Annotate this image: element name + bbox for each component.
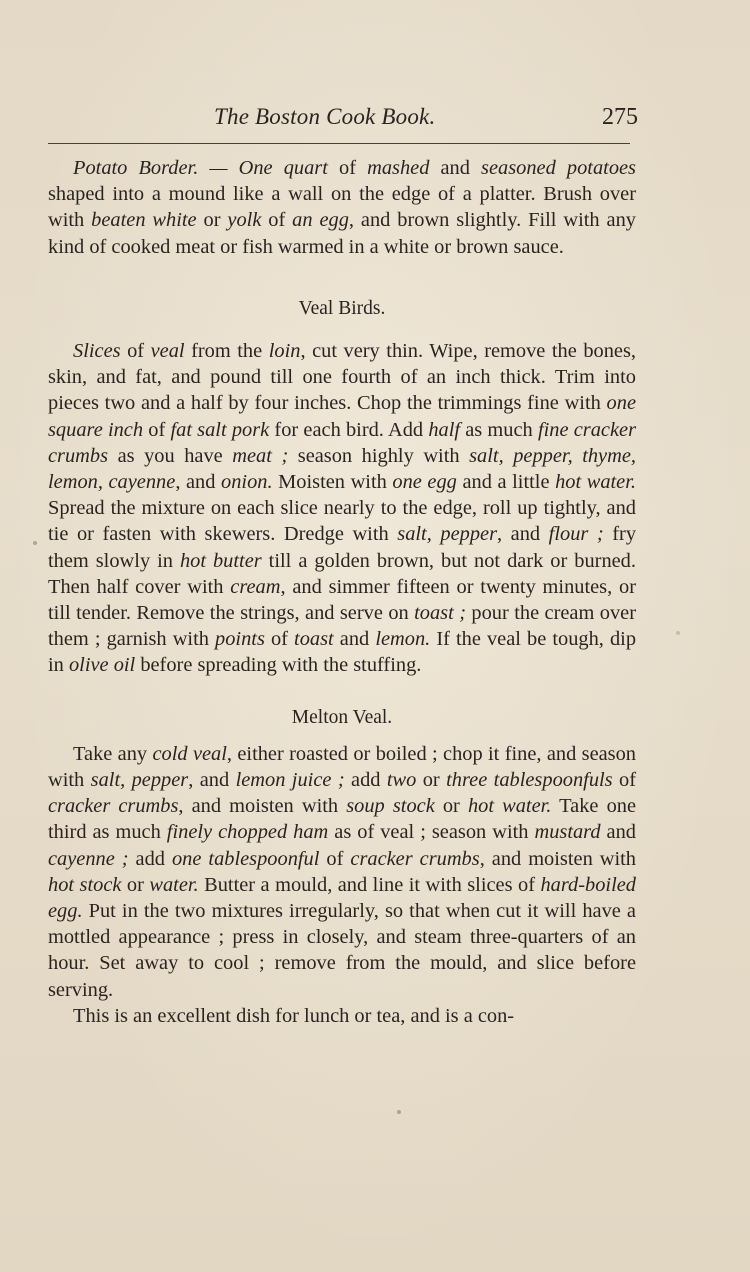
text-run: fry them slowly in [48,523,637,572]
text-run: and [429,157,482,179]
text-run: and [600,821,636,844]
text-run: Butter a mould, and line it with slices of [198,873,541,896]
italic-text-run: mustard [534,821,601,844]
italic-text-run: fine cracker crumbs [48,418,636,467]
page-number: 275 [602,104,638,130]
text-run: till a golden brown, but not dark or burned. Then half cover with [48,549,636,598]
text-run: pour the cream over them ; garnish with [48,602,636,651]
italic-text-run: two [386,769,417,792]
text-run: of [143,418,171,441]
italic-text-run: cayenne ; [48,847,129,870]
text-run: , cut very thin. Wipe, remove the bones, skin, and fat, and pound till one fourth of an inch thick. Trim into pieces two and a half by four inches. Chop the trimmings fine with [48,340,636,415]
italic-text-run: cracker crumbs [48,795,179,818]
italic-text-run: cold veal [152,742,227,765]
text-run: or [196,209,228,232]
text-run: of [327,157,368,179]
veal-birds-paragraph [48,338,636,679]
italic-text-run: an egg [292,209,349,232]
italic-text-run: olive oil [68,654,136,677]
italic-text-run: veal [150,340,185,363]
text-run: Take any [73,742,153,765]
text-run: If the veal be tough, dip in [48,628,637,677]
text-run: add [344,769,387,792]
italic-text-run: toast [294,628,334,651]
italic-text-run: lemon juice ; [235,769,345,792]
body-text [48,155,636,1029]
italic-text-run: meat ; [232,444,289,467]
text-run: of [264,628,295,651]
italic-text-run: salt, pepper, thyme, lemon, cayenne [48,444,636,494]
italic-text-run: seasoned potatoes [481,157,636,179]
text-run: or [434,795,468,818]
text-run: before spreading with the stuffing. [135,654,422,677]
italic-text-run: mashed [367,157,430,179]
italic-text-run: hot butter [179,549,262,572]
italic-text-run: one egg [392,471,457,494]
text-run: , and brown slightly. Fill with any kind of cooked meat or fish warmed in a white or brown sauce. [48,209,636,258]
text-run: as you have [108,444,233,467]
text-run: as of veal ; season with [328,821,535,844]
italic-text-run: loin [268,340,301,363]
italic-text-run: hot water. [467,795,552,818]
italic-text-run: soup stock [346,795,435,818]
page-header [48,100,638,140]
italic-text-run: yolk [227,209,262,232]
text-run: or [416,769,447,792]
text-run: of [120,340,151,363]
italic-text-run: beaten white [91,209,197,232]
text-run: , and [188,769,236,792]
header-rule [48,143,630,144]
text-run: Spread the mixture on each slice nearly to the edge, roll up tightly, and tie or fasten with skewers. Dredge with [48,497,636,546]
italic-text-run: finely chopped ham [166,821,329,844]
italic-text-run: one square inch [48,392,636,441]
italic-text-run: salt, pepper [90,769,189,792]
potato-border-paragraph [48,155,636,260]
text-run: of [261,209,293,232]
italic-text-run: fat salt pork [170,418,270,441]
text-run: for each bird. Add [269,418,429,441]
italic-text-run: hard-boiled egg. [48,873,636,923]
text-run: Moisten with [272,471,393,494]
text-run: Take one third as much [48,795,637,844]
text-run: , and simmer fifteen or twenty minutes, or till tender. Remove the strings, and serve on [48,575,636,625]
paper-speck [676,631,680,635]
italic-text-run: points [215,628,265,651]
italic-text-run: half [428,418,461,441]
text-run: , and [497,523,549,546]
paper-speck [33,541,37,545]
text-run: season highly with [288,444,470,467]
text-run: from the [184,340,269,363]
italic-text-run: Potato Border. — One quart [73,157,328,179]
text-run: of [319,847,351,870]
text-run: and [333,628,376,651]
text-run: of [612,769,637,792]
italic-text-run: water. [149,873,199,896]
text-run: , and moisten with [178,795,347,818]
text-run: shaped into a mound like a wall on the edge of a platter. Brush over with [48,183,636,232]
text-run: and a little [456,471,556,494]
paper-speck [397,1110,401,1114]
italic-text-run: salt, pepper [397,523,498,546]
italic-text-run: hot water. [555,471,636,494]
melton-veal-paragraph [48,741,636,1003]
italic-text-run: hot stock [48,873,122,896]
italic-text-run: lemon. [375,628,431,651]
italic-text-run: cracker crumbs [350,847,480,870]
text-run: as much [460,418,538,441]
veal-birds-heading: Veal Birds. [298,297,386,319]
melton-veal-note-paragraph: This is an excellent dish for lunch or tea, and is a con- [73,1004,515,1027]
text-run: , and moisten with [479,847,636,870]
italic-text-run: cream [230,575,281,598]
italic-text-run: onion. [221,471,273,494]
melton-veal-heading: Melton Veal. [291,706,393,728]
text-run: , and [175,471,222,494]
text-run: or [121,873,150,896]
italic-text-run: Slices [73,340,121,363]
italic-text-run: one tablespoonful [171,847,320,870]
text-run: add [128,847,172,870]
italic-text-run: three tablespoonfuls [446,769,613,792]
italic-text-run: flour ; [548,523,604,546]
text-run: , either roasted or boiled ; chop it fine, and season with [48,742,637,792]
text-run: Put in the two mixtures irregularly, so that when cut it will have a mottled appearance ; press in closely, and steam three-quarters of an hour. Set away to cool ; remove from the mould, and slice before serving. [48,900,636,1001]
italic-text-run: toast ; [414,602,466,625]
running-title: The Boston Cook Book. [214,104,436,129]
